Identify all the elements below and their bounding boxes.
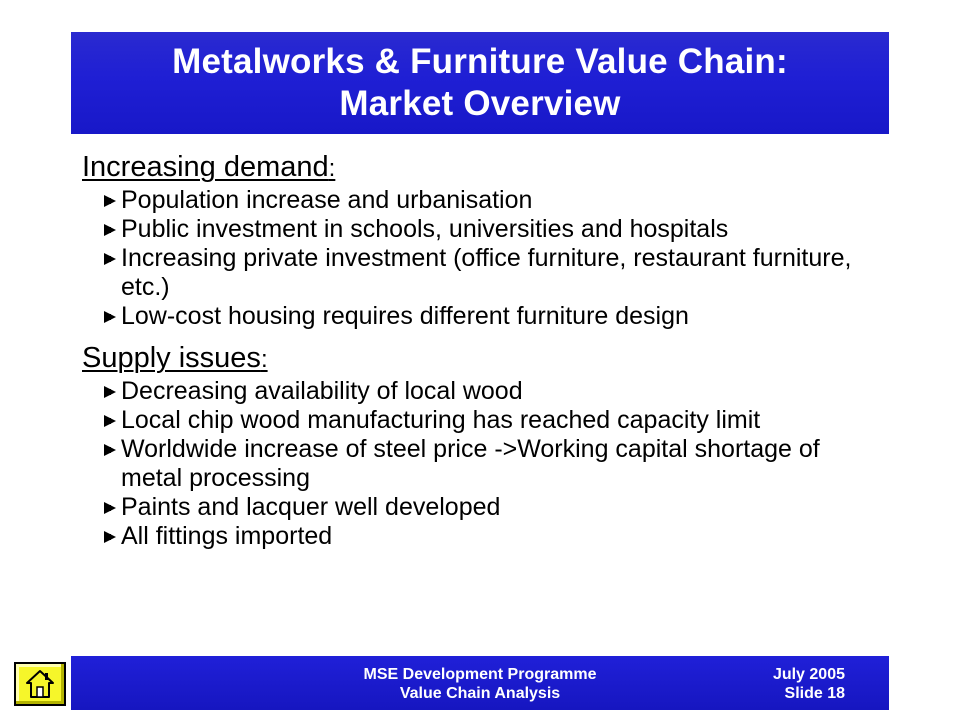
footer-date: July 2005: [772, 666, 845, 683]
bullet-text: Local chip wood manufacturing has reached capacity limit: [121, 406, 761, 434]
arrow-bullet-icon: [104, 253, 116, 265]
bullet-list: [82, 186, 882, 331]
section-supply-issues: [82, 341, 882, 551]
arrow-bullet-icon: [104, 195, 116, 207]
bullet-item: [104, 522, 882, 551]
footer-programme: MSE Development Programme: [363, 666, 597, 683]
footer-band: [71, 656, 889, 710]
bullet-text: Public investment in schools, universities and hospitals: [121, 215, 729, 243]
bullet-item: [104, 244, 882, 302]
section-heading: [82, 341, 882, 377]
bullet-text: Worldwide increase of steel price ->Working capital shortage of metal processing: [121, 435, 820, 492]
footer-center: [71, 665, 889, 703]
bullet-text: Decreasing availability of local wood: [121, 377, 523, 405]
footer-right: [773, 665, 845, 703]
bullet-text: Low-cost housing requires different furniture design: [121, 302, 689, 330]
section-heading-text: Increasing demand: [82, 151, 329, 183]
bullet-text: All fittings imported: [121, 522, 333, 550]
slide-title-line-1: Metalworks & Furniture Value Chain:: [172, 42, 788, 81]
arrow-bullet-icon: [104, 224, 116, 236]
section-heading-colon: :: [260, 346, 268, 373]
section-heading: [82, 150, 882, 186]
bullet-item: [104, 377, 882, 406]
title-band: [71, 32, 889, 134]
bullet-item: [104, 406, 882, 435]
slide-content: [82, 150, 882, 561]
slide-number: Slide 18: [784, 685, 845, 702]
arrow-bullet-icon: [104, 531, 116, 543]
bullet-item: [104, 215, 882, 244]
footer-subtitle: Value Chain Analysis: [399, 685, 561, 702]
bullet-item: [104, 302, 882, 331]
bullet-item: [104, 493, 882, 522]
section-increasing-demand: [82, 150, 882, 331]
arrow-bullet-icon: [104, 386, 116, 398]
bullet-text: Increasing private investment (office furniture, restaurant furniture, etc.): [121, 244, 852, 301]
bullet-text: Paints and lacquer well developed: [121, 493, 501, 521]
arrow-bullet-icon: [104, 444, 116, 456]
slide-title-line-2: Market Overview: [339, 84, 621, 123]
arrow-bullet-icon: [104, 311, 116, 323]
section-heading-colon: :: [328, 155, 336, 182]
section-heading-text: Supply issues: [82, 342, 261, 374]
home-button[interactable]: [14, 662, 66, 706]
bullet-item: [104, 435, 882, 493]
bullet-item: [104, 186, 882, 215]
arrow-bullet-icon: [104, 502, 116, 514]
home-icon: [25, 669, 55, 699]
bullet-text: Population increase and urbanisation: [121, 186, 533, 214]
arrow-bullet-icon: [104, 415, 116, 427]
bullet-list: [82, 377, 882, 551]
